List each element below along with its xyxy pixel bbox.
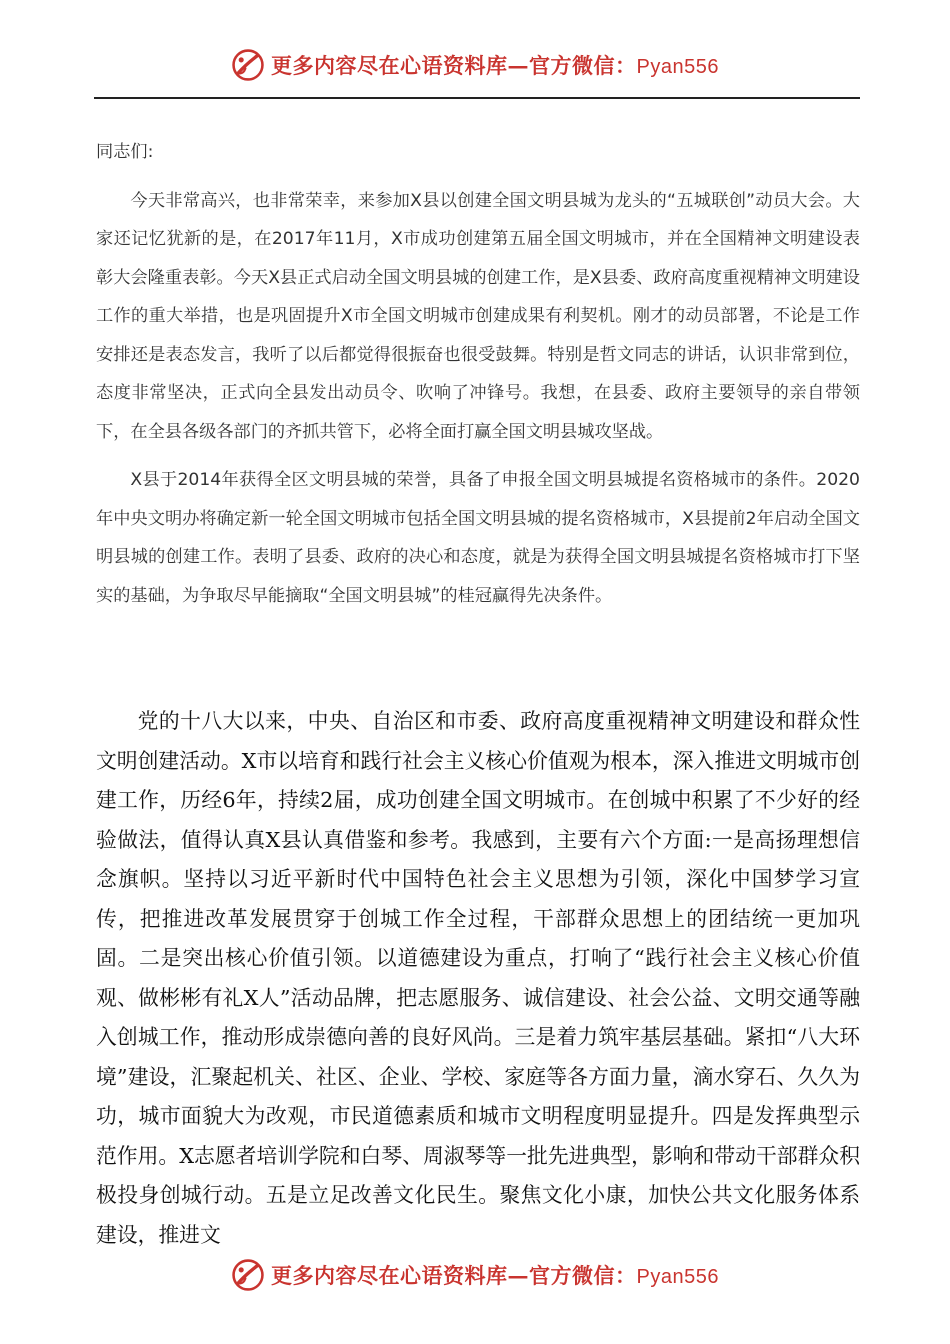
footer-wechat-id: Pyan556	[636, 1266, 719, 1288]
brush-pen-logo-icon	[231, 48, 265, 82]
page-header	[0, 40, 950, 90]
paragraph-2: X县于2014年获得全区文明县城的荣誉，具备了申报全国文明县城提名资格城市的条件。2020年中央文明办将确定新一轮全国文明城市包括全国文明县城的提名资格城市，X县提前2年启动全国文明县城的创建工作。表明了县委、政府的决心和态度，就是为获得全国文明县城提名资格城市打下坚实的基础，为争取尽早能摘取“全国文明县城”的桂冠赢得先决条件。	[96, 470, 860, 606]
page-footer	[0, 1250, 950, 1300]
document-body-intro	[96, 133, 860, 615]
header-banner	[231, 48, 719, 82]
paragraph-1: 今天非常高兴，也非常荣幸，来参加X县以创建全国文明县城为龙头的“五城联创”动员大会。大家还记忆犹新的是，在2017年11月，X市成功创建第五届全国文明城市，并在全国精神文明建设表彰大会隆重表彰。今天X县正式启动全国文明县城的创建工作，是X县委、政府高度重视精神文明建设工作的重大举措，也是巩固提升X市全国文明城市创建成果有利契机。刚才的动员部署，不论是工作安排还是表态发言，我听了以后都觉得很振奋也很受鼓舞。特别是哲文同志的讲话，认识非常到位，态度非常坚决，正式向全县发出动员令、吹响了冲锋号。我想，在县委、政府主要领导的亲自带领下，在全县各级各部门的齐抓共管下，必将全面打赢全国文明县城攻坚战。	[96, 190, 860, 442]
footer-banner	[231, 1258, 719, 1292]
footer-banner-text	[271, 1260, 719, 1290]
document-body-main	[96, 702, 860, 1255]
header-divider	[94, 97, 860, 99]
salutation: 同志们:	[96, 142, 154, 162]
paragraph-3: 党的十八大以来，中央、自治区和市委、政府高度重视精神文明建设和群众性文明创建活动。X市以培育和践行社会主义核心价值观为根本，深入推进文明城市创建工作，历经6年，持续2届，成功创建全国文明城市。在创城中积累了不少好的经验做法，值得认真X县认真借鉴和参考。我感到，主要有六个方面:一是高扬理想信念旗帜。坚持以习近平新时代中国特色社会主义思想为引领，深化中国梦学习宣传，把推进改革发展贯穿于创城工作全过程，干部群众思想上的团结统一更加巩固。二是突出核心价值引领。以道德建设为重点，打响了“践行社会主义核心价值观、做彬彬有礼X人”活动品牌，把志愿服务、诚信建设、社会公益、文明交通等融入创城工作，推动形成崇德向善的良好风尚。三是着力筑牢基层基础。紧扣“八大环境”建设，汇聚起机关、社区、企业、学校、家庭等各方面力量，滴水穿石、久久为功，城市面貌大为改观，市民道德素质和城市文明程度明显提升。四是发挥典型示范作用。X志愿者培训学院和白琴、周淑琴等一批先进典型，影响和带动干部群众积极投身创城行动。五是立足改善文化民生。聚焦文化小康，加快公共文化服务体系建设，推进文	[96, 709, 860, 1247]
footer-banner-label: 更多内容尽在心语资料库—官方微信：	[271, 1263, 637, 1288]
header-banner-text	[271, 50, 719, 80]
header-banner-label: 更多内容尽在心语资料库—官方微信：	[271, 53, 637, 78]
header-wechat-id: Pyan556	[636, 56, 719, 78]
brush-pen-logo-icon	[231, 1258, 265, 1292]
